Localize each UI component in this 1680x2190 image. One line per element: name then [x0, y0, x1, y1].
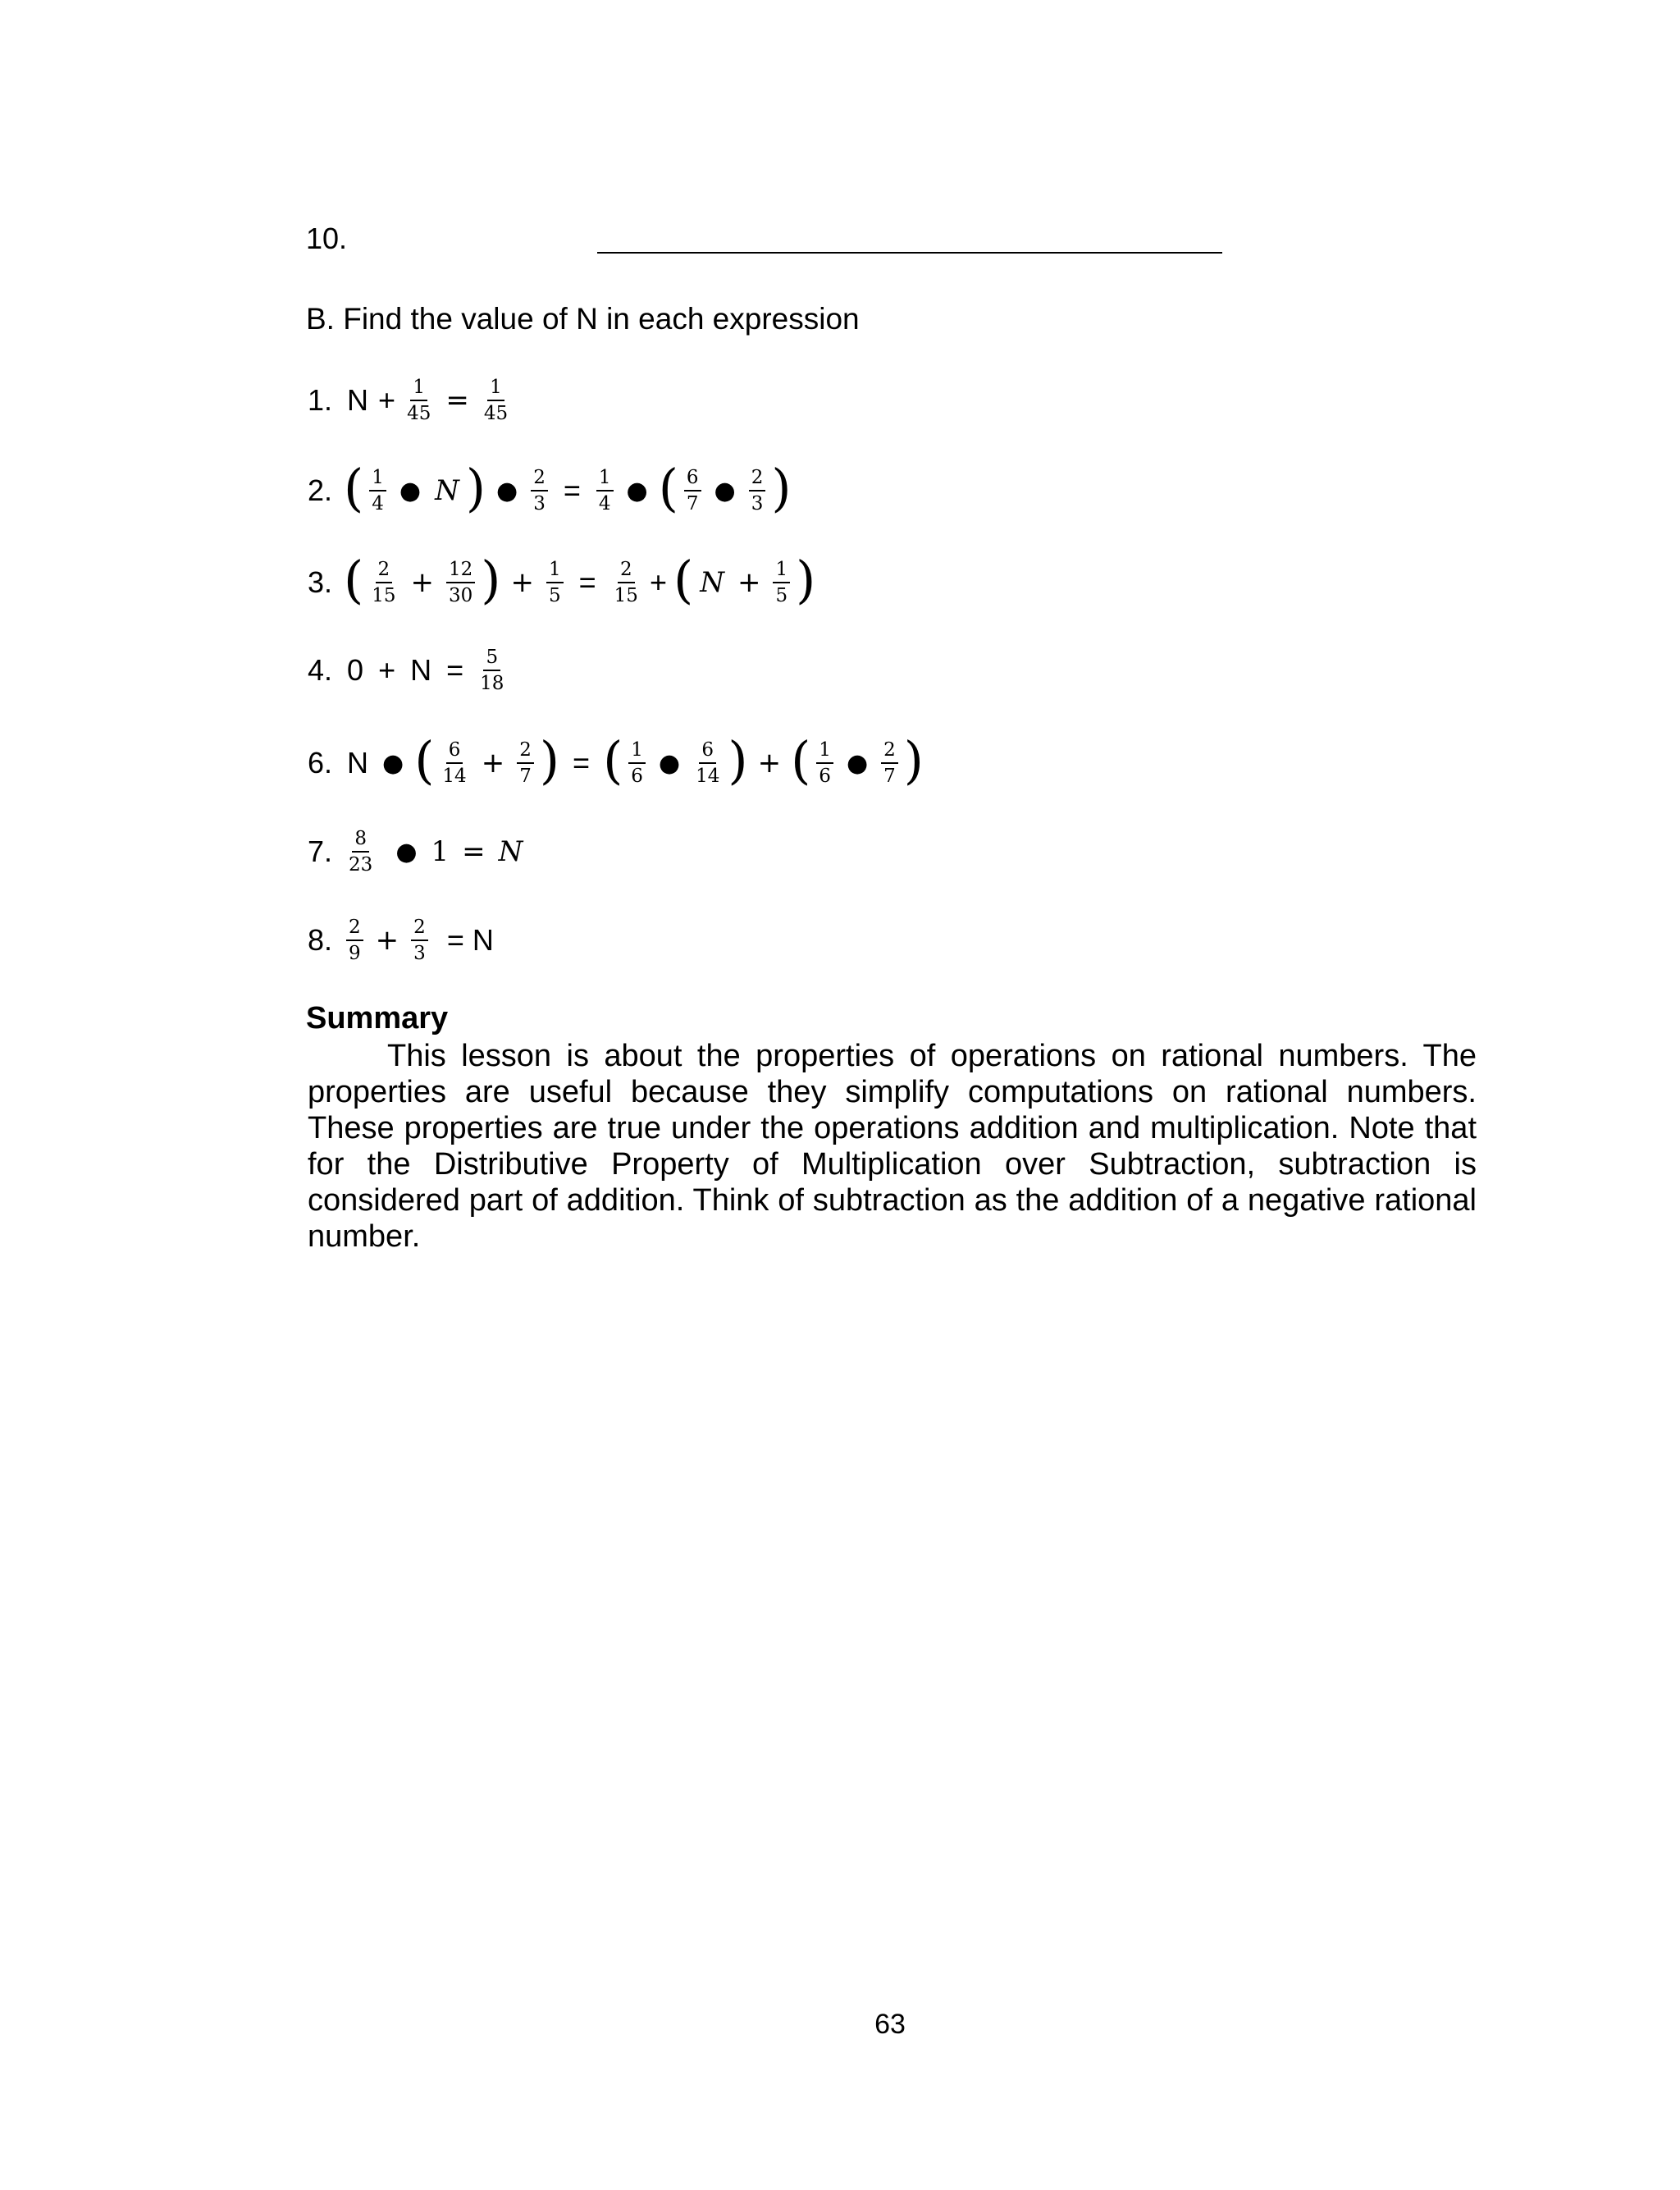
- fraction: $\frac{2}{7}$: [881, 740, 898, 786]
- problem-2: 2. ( $\frac{1}{4}$ ● N ) ● $\frac{2}{3}$ = $\frac{1}{4}$ ● ( $\frac{6}{7}$ ● $\frac{2}{3}$ ): [308, 458, 792, 518]
- problem-4-label: 4.: [308, 653, 333, 687]
- fraction: $\frac{8}{23}$: [349, 827, 373, 876]
- page-number: 63: [874, 2009, 906, 2040]
- problem-3-label: 3.: [308, 565, 333, 599]
- problem-8-label: 8.: [308, 923, 333, 957]
- fraction: $\frac{6}{14}$: [696, 738, 720, 787]
- fraction: $\frac{1}{5}$: [546, 560, 564, 606]
- problem-7-label: 7.: [308, 834, 333, 868]
- fraction: $\frac{1}{5}$: [773, 560, 790, 606]
- fraction: $\frac{1}{6}$: [816, 740, 833, 786]
- problem-8: 8. $\frac{2}{9}$ + $\frac{2}{3}$ = N: [308, 916, 494, 964]
- fraction: $\frac{1}{45}$: [483, 376, 509, 424]
- problem-1: 1. N + $\frac{1}{45}$ = $\frac{1}{45}$: [308, 368, 514, 433]
- problem-6-label: 6.: [308, 746, 333, 780]
- fraction: $\frac{2}{7}$: [517, 740, 534, 786]
- problem-3: 3. ( $\frac{2}{15}$ + $\frac{12}{30}$ ) + $\frac{1}{5}$ = $\frac{2}{15}$ + ( N + $\frac{1}{5}$ ): [308, 550, 816, 610]
- summary-paragraph: This lesson is about the properties of operations on rational numbers. The properties are useful because they simplify computations on rational numbers. These properties are true under the operations addition and multiplication. Note that for the Distributive Property of Multiplication over Subtraction, subtraction is considered part of addition. Think of subtraction as the addition of a negative rational number.: [308, 1039, 1477, 1254]
- fraction: $\frac{2}{15}$: [372, 558, 396, 606]
- summary-title: Summary: [306, 1001, 449, 1036]
- fraction: $\frac{12}{30}$: [446, 560, 475, 606]
- item-10-label: 10.: [306, 222, 348, 255]
- fraction: $\frac{1}{4}$: [369, 468, 386, 514]
- fraction: $\frac{2}{9}$: [346, 917, 363, 963]
- section-b-heading: B. Find the value of N in each expression: [306, 302, 860, 336]
- fraction: $\frac{2}{15}$: [614, 558, 638, 606]
- problem-7: 7. $\frac{8}{23}$ ● 1 = N: [308, 827, 523, 876]
- answer-line: [597, 252, 1222, 254]
- fraction: $\frac{6}{14}$: [442, 738, 467, 787]
- fraction: $\frac{1}{6}$: [628, 740, 646, 786]
- fraction: $\frac{2}{3}$: [749, 468, 766, 514]
- fraction: $\frac{2}{3}$: [531, 468, 548, 514]
- fraction: $\frac{2}{3}$: [411, 917, 428, 963]
- fraction: $\frac{5}{18}$: [480, 646, 504, 694]
- fraction: $\frac{6}{7}$: [684, 468, 701, 514]
- problem-1-label: 1.: [308, 383, 333, 417]
- fraction: $\frac{1}{4}$: [596, 468, 614, 514]
- problem-2-label: 2.: [308, 473, 333, 507]
- fraction: $\frac{1}{45}$: [407, 376, 431, 424]
- problem-4: 4. 0 + N = $\frac{5}{18}$: [308, 638, 510, 703]
- problem-6: 6. N ● ( $\frac{6}{14}$ + $\frac{2}{7}$ ) = ( $\frac{1}{6}$ ● $\frac{6}{14}$ ) + ( $\frac{1}{6}$ ● $\frac{2}{7}$ ): [308, 730, 924, 790]
